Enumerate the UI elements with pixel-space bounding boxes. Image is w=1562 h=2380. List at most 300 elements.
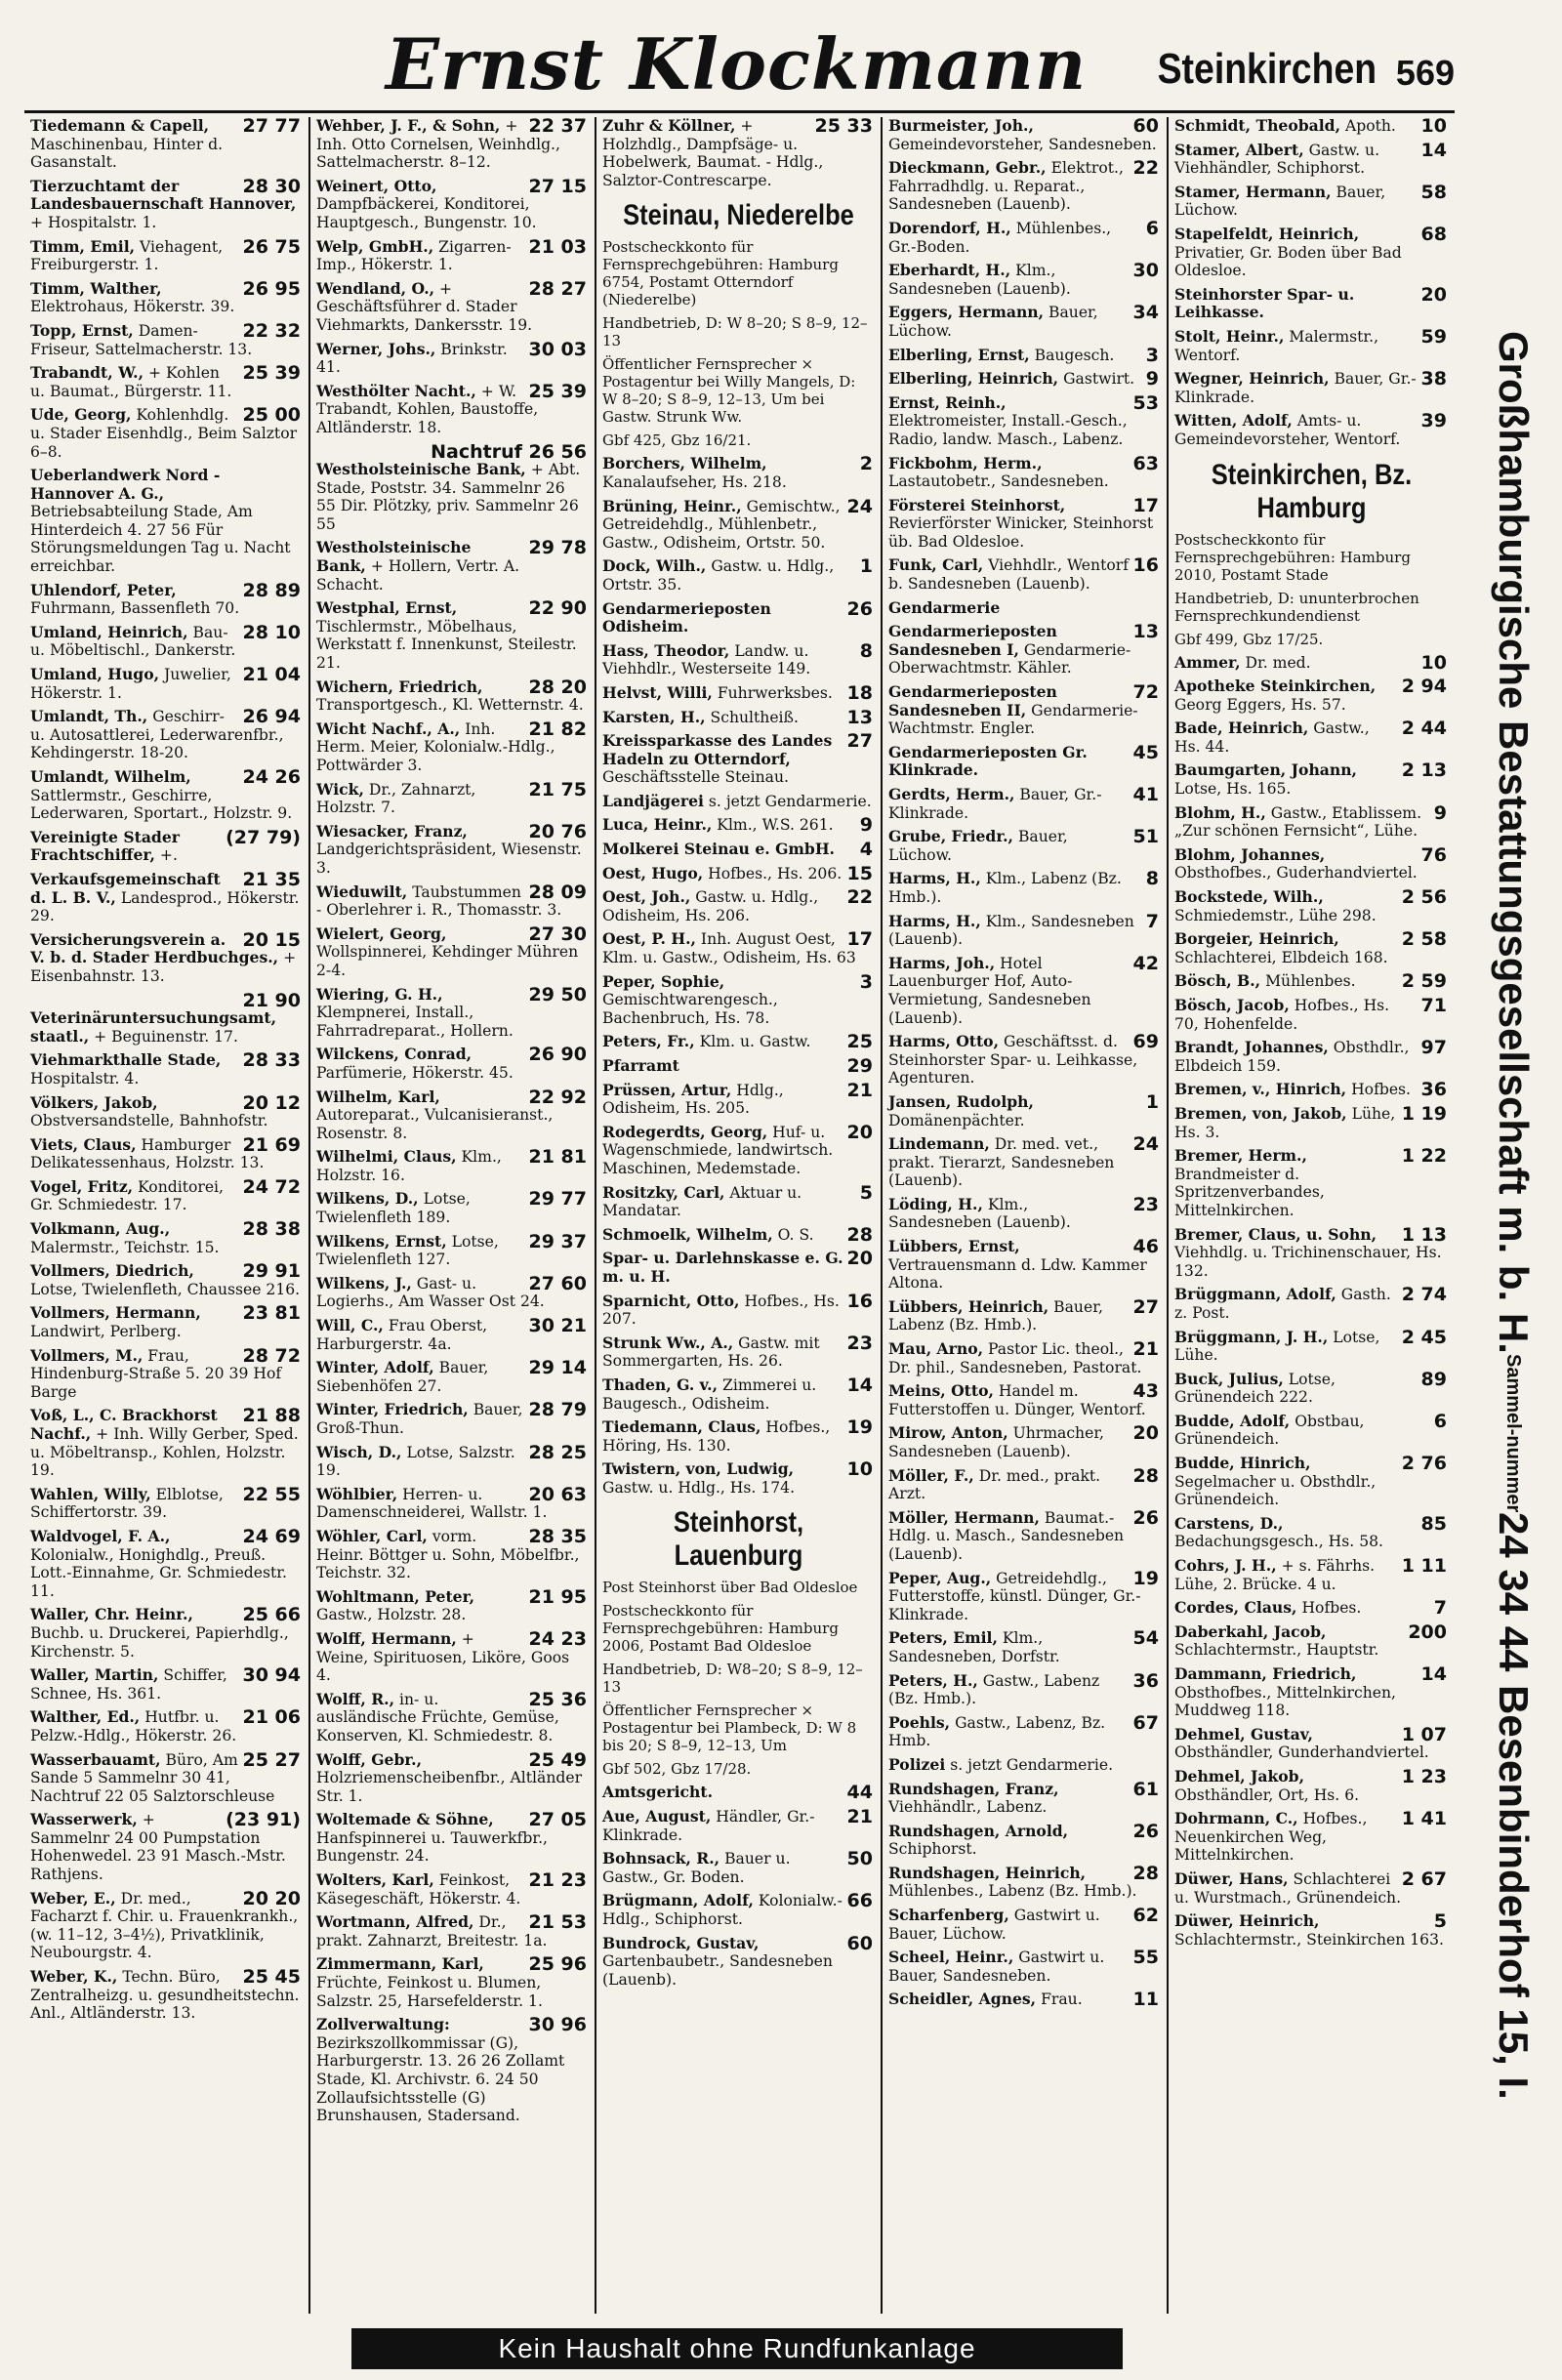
entry-name: Peters, H., <box>888 1670 978 1690</box>
phone-number: 21 53 <box>528 1911 587 1934</box>
phone-number: 21 90 <box>242 989 301 1011</box>
entry-details: Früchte, Feinkost u. Blumen, Salzstr. 25, Harsefelderstr. 1. <box>316 1974 543 2010</box>
phone-number: 42 <box>1132 952 1159 974</box>
phone-number: 13 <box>846 706 873 728</box>
phone-number: 50 <box>846 1848 873 1870</box>
phone-number: 30 21 <box>528 1315 587 1337</box>
entry-name: Polizei <box>888 1754 946 1774</box>
directory-entry <box>602 1223 875 1246</box>
entry-name: Bösch, B., <box>1174 971 1261 991</box>
entry-name: Harms, H., <box>888 869 981 888</box>
directory-entry <box>888 344 1161 366</box>
entry-details: Klm., Sandesneben (Lauenb). <box>888 912 1134 949</box>
directory-entry <box>30 1262 303 1298</box>
directory-entry <box>316 1088 589 1143</box>
directory-entry <box>30 1091 303 1130</box>
entry-details: Aktuar u. Mandatar. <box>602 1183 802 1220</box>
entry-name: Borchers, Wilhelm, <box>602 454 767 473</box>
entry-name: Bundrock, Gustav, <box>602 1933 760 1952</box>
entry-details: + Inh. Willy Gerber, Sped. u. Möbeltransp., Kohlen, Holzstr. 19. <box>30 1425 299 1480</box>
directory-entry <box>888 217 1161 256</box>
entry-name: Wahlen, Willy, <box>30 1484 151 1503</box>
directory-entry <box>1174 930 1449 966</box>
entry-details: Hofbes., Höring, Hs. 130. <box>602 1418 831 1455</box>
entry-name: Volkmann, Aug., <box>30 1219 171 1239</box>
phone-number: 28 35 <box>528 1525 587 1547</box>
phone-number: 26 <box>846 597 873 620</box>
phone-number: 45 <box>1132 741 1159 763</box>
vertical-company: Großhamburgische Bestattungsgesellschaft m. b. H. <box>1491 330 1537 1354</box>
phone-number: 26 90 <box>528 1044 587 1066</box>
directory-entry <box>602 1418 875 1455</box>
directory-entry <box>316 883 589 920</box>
directory-entry <box>1174 1765 1449 1804</box>
phone-number: 29 <box>846 1055 873 1077</box>
phone-number: 28 <box>846 1223 873 1246</box>
directory-entry <box>888 1135 1161 1190</box>
entry-details: Feinkost, Käsegeschäft, Hökerstr. 4. <box>316 1871 521 1908</box>
phone-number: 17 <box>1132 494 1159 516</box>
phone-number: 3 <box>1145 344 1159 366</box>
directory-entry <box>602 706 875 728</box>
phone-number: 29 37 <box>528 1230 587 1252</box>
entry-name: Stolt, Heinr., <box>1174 326 1285 346</box>
entry-details: O. S. <box>777 1225 814 1244</box>
phone-number: 5 <box>1433 1910 1447 1933</box>
entry-name: Peters, Emil, <box>888 1628 998 1648</box>
phone-number: 25 66 <box>242 1604 301 1626</box>
phone-number: 9 <box>1433 801 1447 824</box>
entry-name: Dock, Wilh., <box>602 556 707 576</box>
directory-entry <box>888 159 1161 214</box>
phone-number: 2 94 <box>1401 676 1447 698</box>
entry-name: Wegner, Heinrich, <box>1174 369 1330 389</box>
entry-name: Scharfenberg, <box>888 1906 1009 1925</box>
entry-name: Budde, Adolf, <box>1174 1411 1291 1430</box>
phone-number: 28 <box>1132 1862 1159 1884</box>
phone-number: 24 23 <box>528 1627 587 1650</box>
entry-name: Wilhelmi, Claus, <box>316 1147 457 1167</box>
entry-name: Wendland, O., <box>316 278 435 298</box>
phone-number: 22 55 <box>242 1483 301 1505</box>
directory-entry <box>888 870 1161 906</box>
phone-number: 43 <box>1132 1380 1159 1403</box>
section-info: Handbetrieb, D: W8–20; S 8–9, 12–13 <box>602 1661 863 1697</box>
phone-number: 25 <box>846 1031 873 1053</box>
entry-name: Landjägerei <box>602 791 704 810</box>
entry-details: s. jetzt Gendarmerie. <box>950 1755 1114 1774</box>
directory-entry <box>602 793 875 811</box>
entry-name: Budde, Hinrich, <box>1174 1454 1311 1473</box>
entry-name: Tierzuchtamt der Landesbauernschaft Hannover, <box>30 176 297 214</box>
directory-entry <box>30 1606 303 1661</box>
entry-name: Dieckmann, Gebr., <box>888 158 1047 178</box>
entry-details: Techn. Büro, Zentralheizg. u. gesundheitstechn. Anl., Altländerstr. 13. <box>30 1968 300 2023</box>
entry-name: Aue, August, <box>602 1807 712 1826</box>
directory-entry <box>316 1359 589 1395</box>
directory-entry <box>602 930 875 966</box>
entry-name: Jansen, Rudolph, <box>888 1091 1034 1111</box>
entry-details: Lotse, Hs. 165. <box>1174 780 1292 799</box>
entry-details: Mühlenbes., Gr.-Boden. <box>888 219 1112 256</box>
directory-entry <box>30 406 303 461</box>
directory-entry <box>316 678 589 715</box>
directory-entry <box>316 1483 589 1522</box>
entry-name: Bremen, v., Hinrich, <box>1174 1080 1347 1099</box>
entry-name: Vollmers, Diedrich, <box>30 1261 194 1281</box>
directory-entry <box>316 539 589 594</box>
directory-entry <box>602 816 875 835</box>
entry-details: + Sammelnr 24 00 Pumpstation Hohenwedel. 23 91 Masch.-Mstr. Rathjens. <box>30 1811 286 1884</box>
phone-number: 1 22 <box>1401 1145 1447 1168</box>
directory-entry <box>1174 1286 1449 1322</box>
phone-number: 25 27 <box>242 1748 301 1771</box>
directory-entry <box>316 1913 589 1949</box>
phone-number: 27 <box>1132 1295 1159 1318</box>
entry-details: Gastw. u. Hdlg., Hs. 174. <box>602 1478 796 1497</box>
directory-entry <box>316 277 589 335</box>
entry-details: Gemeindevorsteher, Sandesneben. <box>888 135 1157 153</box>
entry-name: Blohm, H., <box>1174 802 1266 822</box>
directory-entry <box>888 1424 1161 1460</box>
entry-name: Oest, Joh., <box>602 887 691 907</box>
phone-number: 20 <box>846 1121 873 1143</box>
entry-details: Zigarren-Imp., Hökerstr. 1. <box>316 237 512 274</box>
column-3 <box>596 117 883 2314</box>
phone-number: 23 <box>1132 1193 1159 1215</box>
phone-number: 8 <box>859 639 873 662</box>
phone-number: 20 76 <box>528 820 587 842</box>
entry-name: Weber, K., <box>30 1967 118 1987</box>
directory-entry <box>888 1382 1161 1418</box>
directory-entry <box>888 1567 1161 1624</box>
entry-name: Thaden, G. v., <box>602 1375 719 1394</box>
entry-details: + Weine, Spirituosen, Liköre, Goos 4. <box>316 1629 570 1685</box>
directory-entry <box>888 494 1161 552</box>
entry-name: Brandt, Johannes, <box>1174 1038 1329 1057</box>
directory-entry <box>30 1304 303 1340</box>
entry-details: Obsthändler, Gunderhandviertel. <box>1174 1744 1429 1762</box>
directory-entry <box>888 452 1161 491</box>
phone-number: 24 26 <box>242 766 301 788</box>
directory-entry <box>316 1046 589 1082</box>
section-info: Gbf 499, Gbz 17/25. <box>1174 630 1324 648</box>
phone-number: 89 <box>1420 1368 1447 1390</box>
phone-number: Nachtruf 26 56 <box>431 440 587 463</box>
phone-number: 2 56 <box>1401 886 1447 909</box>
directory-entry <box>602 639 875 678</box>
entry-name: Wilckens, Conrad, <box>316 1045 473 1064</box>
directory-entry <box>30 1811 303 1883</box>
directory-entry <box>1174 801 1449 841</box>
phone-number: 60 <box>1132 117 1159 137</box>
directory-entry <box>1174 1599 1449 1618</box>
entry-name: Harms, Joh., <box>888 953 996 972</box>
directory-entry <box>888 1506 1161 1564</box>
section-info: Öffentlicher Fernsprecher × Postagentur bei Willy Mangels, D: W 8–20; S 8–9, 12–13, Um bei Gastw. Strunk Ww. <box>602 355 856 427</box>
phone-number: 20 <box>1420 283 1447 306</box>
entry-name: Harms, H., <box>888 911 981 930</box>
entry-name: Waller, Chr. Heinr., <box>30 1605 193 1624</box>
entry-name: Wiering, G. H., <box>316 984 443 1004</box>
entry-details: + s. Fährhs. Lühe, 2. Brücke. 4 u. <box>1174 1557 1376 1593</box>
entry-name: Weber, E., <box>30 1888 116 1908</box>
phone-number: 21 <box>846 1806 873 1828</box>
phone-number: 26 94 <box>242 706 301 728</box>
directory-entry <box>888 370 1161 389</box>
directory-entry <box>1174 412 1449 448</box>
entry-details: Hofbes., Neuenkirchen Weg, Mittelnkirchen. <box>1174 1810 1368 1865</box>
entry-details: Hofbes., Hs. 206. <box>708 864 843 882</box>
entry-details: Privatier, Gr. Boden über Bad Oldesloe. <box>1174 243 1402 280</box>
directory-entry <box>1174 1368 1449 1407</box>
directory-entry <box>316 1190 589 1226</box>
directory-entry <box>602 1932 875 1990</box>
directory-entry <box>1174 283 1449 322</box>
entry-details: Klm. u. Gastw. <box>699 1033 811 1051</box>
directory-entry <box>888 556 1161 593</box>
phone-number: 2 44 <box>1401 718 1447 740</box>
directory-entry <box>1174 1039 1449 1075</box>
directory-entry <box>316 1871 589 1908</box>
phone-number: 28 79 <box>528 1399 587 1421</box>
entry-details: Maschinenbau, Hinter d. Gasanstalt. <box>30 135 224 172</box>
entry-name: Stapelfeldt, Heinrich, <box>1174 224 1360 243</box>
entry-details: Geschäftsstelle Steinau. <box>602 768 789 787</box>
phone-number: 2 67 <box>1401 1867 1447 1890</box>
directory-entry <box>30 1175 303 1214</box>
entry-details: Gemischtw., Getreidehdlg., Mühlenbetr., Gastw., Odisheim, Ortstr. 50. <box>602 497 841 552</box>
directory-entry <box>316 175 589 232</box>
entry-details: Klm., Holzstr. 16. <box>316 1148 502 1184</box>
directory-entry <box>316 1148 589 1184</box>
phone-number: 15 <box>846 862 873 884</box>
entry-details: Dampfbäckerei, Konditorei, Hauptgesch., Bungenstr. 10. <box>316 195 537 231</box>
entry-details: Baugesch. <box>1034 346 1115 364</box>
entry-details: Gasth. z. Post. <box>1174 1286 1391 1322</box>
entry-details: Lotse, Salzstr. 19. <box>316 1443 515 1480</box>
phone-number: 28 30 <box>242 175 301 197</box>
directory-entry <box>888 623 1161 677</box>
directory-entry <box>30 666 303 702</box>
phone-number: 17 <box>846 928 873 951</box>
entry-details: Inh. Herm. Meier, Kolonialw.-Hdlg., Pottwärder 3. <box>316 719 555 774</box>
phone-number: 11 <box>1132 1989 1159 2011</box>
entry-details: Lotse, Twielenfleth, Chaussee 216. <box>30 1280 301 1298</box>
phone-number: 2 <box>859 453 873 475</box>
directory-entry <box>602 557 875 594</box>
entry-name: Buck, Julius, <box>1174 1369 1284 1388</box>
directory-entry <box>1174 888 1449 924</box>
entry-details: Kolonialw., Honighdlg., Preuß. Lott.-Einnahme, Gr. Schmiedestr. 11. <box>30 1545 287 1600</box>
directory-entry <box>888 1193 1161 1232</box>
entry-details: Fuhrmann, Bassenfleth 70. <box>30 599 240 618</box>
phone-number: 55 <box>1132 1947 1159 1969</box>
entry-details: Gemischtwarengesch., Bachenbruch, Hs. 78. <box>602 991 778 1027</box>
directory-entry <box>888 1820 1161 1859</box>
brand-logo: Ernst Klockmann <box>386 22 1088 105</box>
phone-number: 28 27 <box>528 277 587 300</box>
entry-name: Winter, Adolf, <box>316 1358 434 1377</box>
column-4 <box>883 117 1169 2314</box>
phone-number: 20 12 <box>242 1091 301 1114</box>
entry-details: Georg Eggers, Hs. 57. <box>1174 695 1346 714</box>
entry-details: Gartenbaubetr., Sandesneben (Lauenb). <box>602 1952 833 1989</box>
entry-details: Obsthändler, Ort, Hs. 6. <box>1174 1785 1360 1804</box>
phone-number: 71 <box>1420 995 1447 1016</box>
entry-details: Hofbes. <box>1301 1599 1362 1618</box>
phone-number: 25 45 <box>242 1966 301 1989</box>
entry-name: Cohrs, J. H., <box>1174 1556 1277 1576</box>
directory-entry <box>316 1317 589 1353</box>
directory-entry <box>888 828 1161 864</box>
entry-name: Umlandt, Th., <box>30 707 148 726</box>
entry-details: Schlachtermstr., Steinkirchen 163. <box>1174 1930 1444 1949</box>
entry-details: Frau. <box>1041 1990 1083 2009</box>
entry-details: Tischlermstr., Möbelhaus, Werkstatt f. Innenkunst, Steilestr. 21. <box>316 617 577 673</box>
directory-entry <box>1174 1557 1449 1593</box>
directory-entry <box>888 1949 1161 1985</box>
directory-entry <box>602 1808 875 1844</box>
entry-name: Will, C., <box>316 1316 384 1335</box>
directory-entry <box>316 1230 589 1269</box>
directory-entry <box>316 1627 589 1685</box>
entry-name: Meins, Otto, <box>888 1381 994 1401</box>
entry-name: Wortmann, Alfred, <box>316 1912 474 1932</box>
directory-entry <box>888 599 1161 618</box>
entry-details: Hamburger Delikatessenhaus, Holzstr. 13. <box>30 1135 265 1172</box>
entry-details: Händler, Gr.-Klinkrade. <box>602 1808 815 1844</box>
directory-entry <box>602 1181 875 1220</box>
phone-number: 20 20 <box>242 1887 301 1909</box>
directory-entry <box>30 175 303 232</box>
directory-entry <box>602 1334 875 1371</box>
section-info: Postscheckkonto für Fernsprechgebühren: Hamburg 2006, Postamt Bad Oldesloe <box>602 1602 839 1656</box>
entry-name: Westholsteinische Bank, <box>316 460 526 479</box>
entry-details: Hdlg., Odisheim, Hs. 205. <box>602 1081 784 1118</box>
entry-details: Vertrauensmann d. Ldw. Kammer Altona. <box>888 1255 1147 1293</box>
directory-entry <box>602 1460 875 1497</box>
entry-details: Zimmerei u. Baugesch., Odisheim. <box>602 1375 817 1413</box>
entry-details: Transportgesch., Kl. Wetternstr. 4. <box>316 696 584 715</box>
directory-entry <box>1174 1665 1449 1720</box>
directory-entry <box>30 1748 303 1806</box>
entry-details: Betriebsabteilung Stade, Am Hinterdeich 4. 27 56 Für Störungsmeldungen Tag u. Nacht erreichbar. <box>30 503 291 576</box>
entry-details: Holzriemenscheibenfbr., Altländer Str. 1. <box>316 1769 583 1805</box>
phone-number: 9 <box>859 814 873 837</box>
directory-entry <box>888 1238 1161 1293</box>
entry-name: Wöhlbier, <box>316 1484 398 1503</box>
entry-name: Ammer, <box>1174 652 1241 672</box>
entry-name: Gendarmerieposten Sandesneben I, <box>888 622 1057 659</box>
directory-entry <box>30 1220 303 1256</box>
entry-name: Viets, Claus, <box>30 1134 137 1154</box>
section-heading: Steinau, Niederelbe <box>623 199 854 232</box>
directory-entry <box>1174 1326 1449 1365</box>
entry-details: Fuhrwerksbes. <box>717 683 833 702</box>
entry-details: Obstversandstelle, Bahnhofstr. <box>30 1112 268 1130</box>
entry-details: Landgerichtspräsident, Wiesenstr. 3. <box>316 841 582 877</box>
entry-name: Topp, Ernst, <box>30 320 134 340</box>
entry-name: Wichern, Friedrich, <box>316 677 483 696</box>
entry-name: Weinert, Otto, <box>316 176 437 195</box>
phone-number: 25 39 <box>528 380 587 402</box>
directory-entry <box>1174 1723 1449 1762</box>
entry-details: Pastor Lic. theol., Dr. phil., Sandesneben, Pastorat. <box>888 1340 1142 1376</box>
entry-name: Wilhelm, Karl, <box>316 1087 440 1106</box>
entry-name: Umlandt, Wilhelm, <box>30 767 191 786</box>
entry-details: Buchb. u. Druckerei, Papierhdlg., Kirchenstr. 5. <box>30 1623 289 1661</box>
entry-details: Schlachterei, Elbdeich 168. <box>1174 948 1388 966</box>
directory-entry <box>1174 223 1449 280</box>
entry-name: Wolff, Gebr., <box>316 1749 423 1769</box>
directory-entry <box>888 1295 1161 1334</box>
phone-number: 62 <box>1132 1905 1159 1927</box>
entry-name: Möller, F., <box>888 1465 974 1485</box>
entry-details: Bauer, Lüchow. <box>1174 183 1386 220</box>
entry-name: Bockstede, Wilh., <box>1174 887 1324 907</box>
phone-number: 5 <box>859 1181 873 1204</box>
directory-entry <box>316 380 589 437</box>
entry-name: Versicherungsverein a. V. b. d. Stader Herdbuchges., <box>30 929 279 967</box>
entry-name: Rundshagen, Heinrich, <box>888 1863 1087 1882</box>
phone-number: 18 <box>846 681 873 704</box>
directory-entry <box>888 117 1161 153</box>
entry-details: Gastwirt u. Bauer, Sandesneben. <box>888 1949 1105 1985</box>
entry-name: Wilkens, D., <box>316 1189 419 1209</box>
phone-number: 200 <box>1408 1621 1447 1643</box>
directory-entry <box>888 952 1161 1027</box>
entry-details: Revierförster Winicker, Steinhorst üb. Bad Oldesloe. <box>888 514 1154 551</box>
directory-entry <box>1174 1455 1449 1509</box>
phone-number: 26 95 <box>242 277 301 300</box>
entry-details: Gastw., Holzstr. 28. <box>316 1606 467 1624</box>
entry-details: Klm., Sandesneben, Dorfstr. <box>888 1629 1060 1665</box>
phone-number: 8 <box>1145 868 1159 890</box>
directory-entry <box>1174 1081 1449 1099</box>
entry-details: Gastw., Labenz (Bz. Hmb.). <box>888 1671 1100 1708</box>
directory-entry <box>30 989 303 1046</box>
directory-entry <box>30 1483 303 1522</box>
phone-number: 28 <box>1132 1464 1159 1487</box>
entry-details: Lastautobetr., Sandesneben. <box>888 472 1109 491</box>
directory-entry <box>1174 325 1449 364</box>
sammel-label: Sammel-nummer <box>1502 1353 1524 1512</box>
entry-details: Wollspinnerei, Kehdinger Mühren 2-4. <box>316 943 579 979</box>
entry-details: Schlachtermstr., Hauptstr. <box>1174 1641 1379 1660</box>
entry-name: Gendarmerie <box>888 597 1001 617</box>
phone-number: (27 79) <box>226 826 301 848</box>
entry-details: Gastw., Labenz, Bz. Hmb. <box>888 1713 1106 1750</box>
entry-details: Frau, Hindenburg-Straße 5. 20 39 Hof Barge <box>30 1346 282 1401</box>
phone-number: 60 <box>846 1932 873 1954</box>
entry-name: Pfarramt <box>602 1056 679 1075</box>
directory-entry <box>30 1968 303 2023</box>
phone-number: 2 76 <box>1401 1453 1447 1475</box>
entry-name: Molkerei Steinau e. GmbH. <box>602 840 835 859</box>
entry-name: Gendarmerieposten Odisheim. <box>602 598 771 636</box>
entry-name: Lübbers, Heinrich, <box>888 1296 1049 1316</box>
directory-entry <box>1174 1102 1449 1141</box>
entry-name: Peper, Sophie, <box>602 971 725 991</box>
entry-name: Wolff, Hermann, <box>316 1628 457 1648</box>
entry-name: Twistern, von, Ludwig, <box>602 1459 795 1479</box>
entry-details: Frau Oberst, Harburgerstr. 4a. <box>316 1317 488 1353</box>
directory-entry <box>888 683 1161 738</box>
phone-number: 25 39 <box>242 362 301 385</box>
entry-name: Dorendorf, H., <box>888 218 1011 237</box>
phone-number: 21 82 <box>528 718 587 740</box>
